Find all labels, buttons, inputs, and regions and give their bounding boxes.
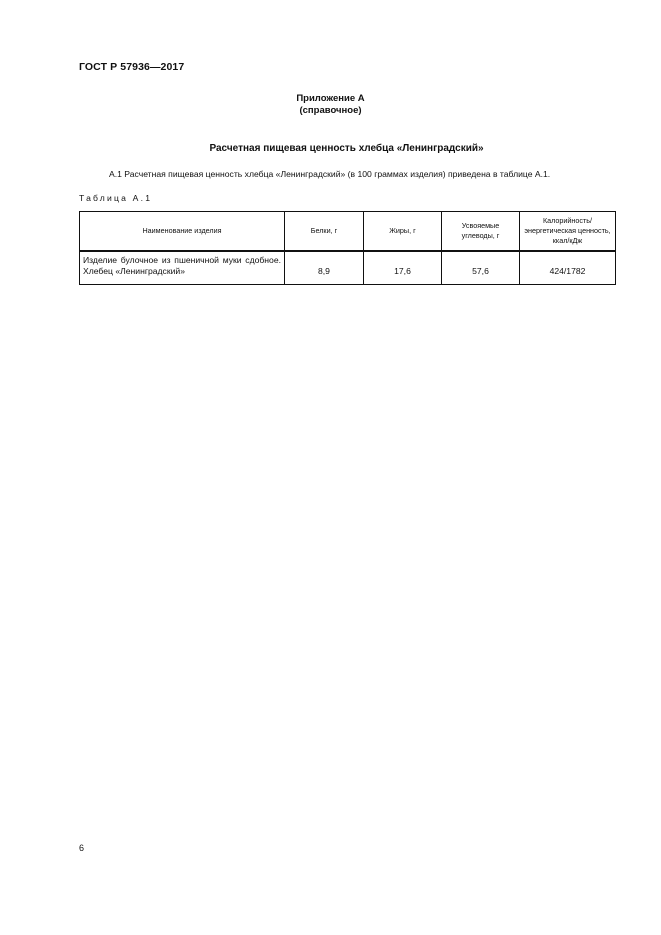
appendix-heading (0, 93, 661, 117)
nutrition-table (79, 211, 616, 285)
column-header-fat: Жиры, г (364, 212, 442, 252)
section-title: Расчетная пищевая ценность хлебца «Ленинградский» (209, 143, 484, 154)
table-header-row (80, 212, 616, 252)
page-number: 6 (79, 843, 85, 853)
cell-protein (285, 251, 364, 285)
table-caption: Таблица А.1 (79, 193, 153, 203)
document-header: ГОСТ Р 57936—2017 (79, 61, 185, 73)
cell-carbs-value: 57,6 (472, 266, 489, 276)
column-header-name: Наименование изделия (80, 212, 285, 252)
column-header-protein: Белки, г (285, 212, 364, 252)
table-row (80, 251, 616, 285)
appendix-title: Приложение А (296, 93, 365, 104)
cell-energy-value: 424/1782 (549, 266, 586, 276)
cell-energy (520, 251, 616, 285)
cell-fat (364, 251, 442, 285)
column-header-carbs: Усвояемые углеводы, г (442, 212, 520, 252)
cell-product-name: Изделие булочное из пшеничной муки сдобное. Хлебец «Ленинградский» (80, 251, 285, 285)
cell-fat-value: 17,6 (394, 266, 411, 276)
cell-protein-value: 8,9 (318, 266, 330, 276)
cell-carbs (442, 251, 520, 285)
appendix-status: (справочное) (299, 105, 362, 116)
body-paragraph: А.1 Расчетная пищевая ценность хлебца «Ленинградский» (в 100 граммах изделия) приведена в таблице А.1. (109, 169, 551, 179)
column-header-energy: Калорийность/ энергетическая ценность, ккал/кДж (520, 212, 616, 252)
